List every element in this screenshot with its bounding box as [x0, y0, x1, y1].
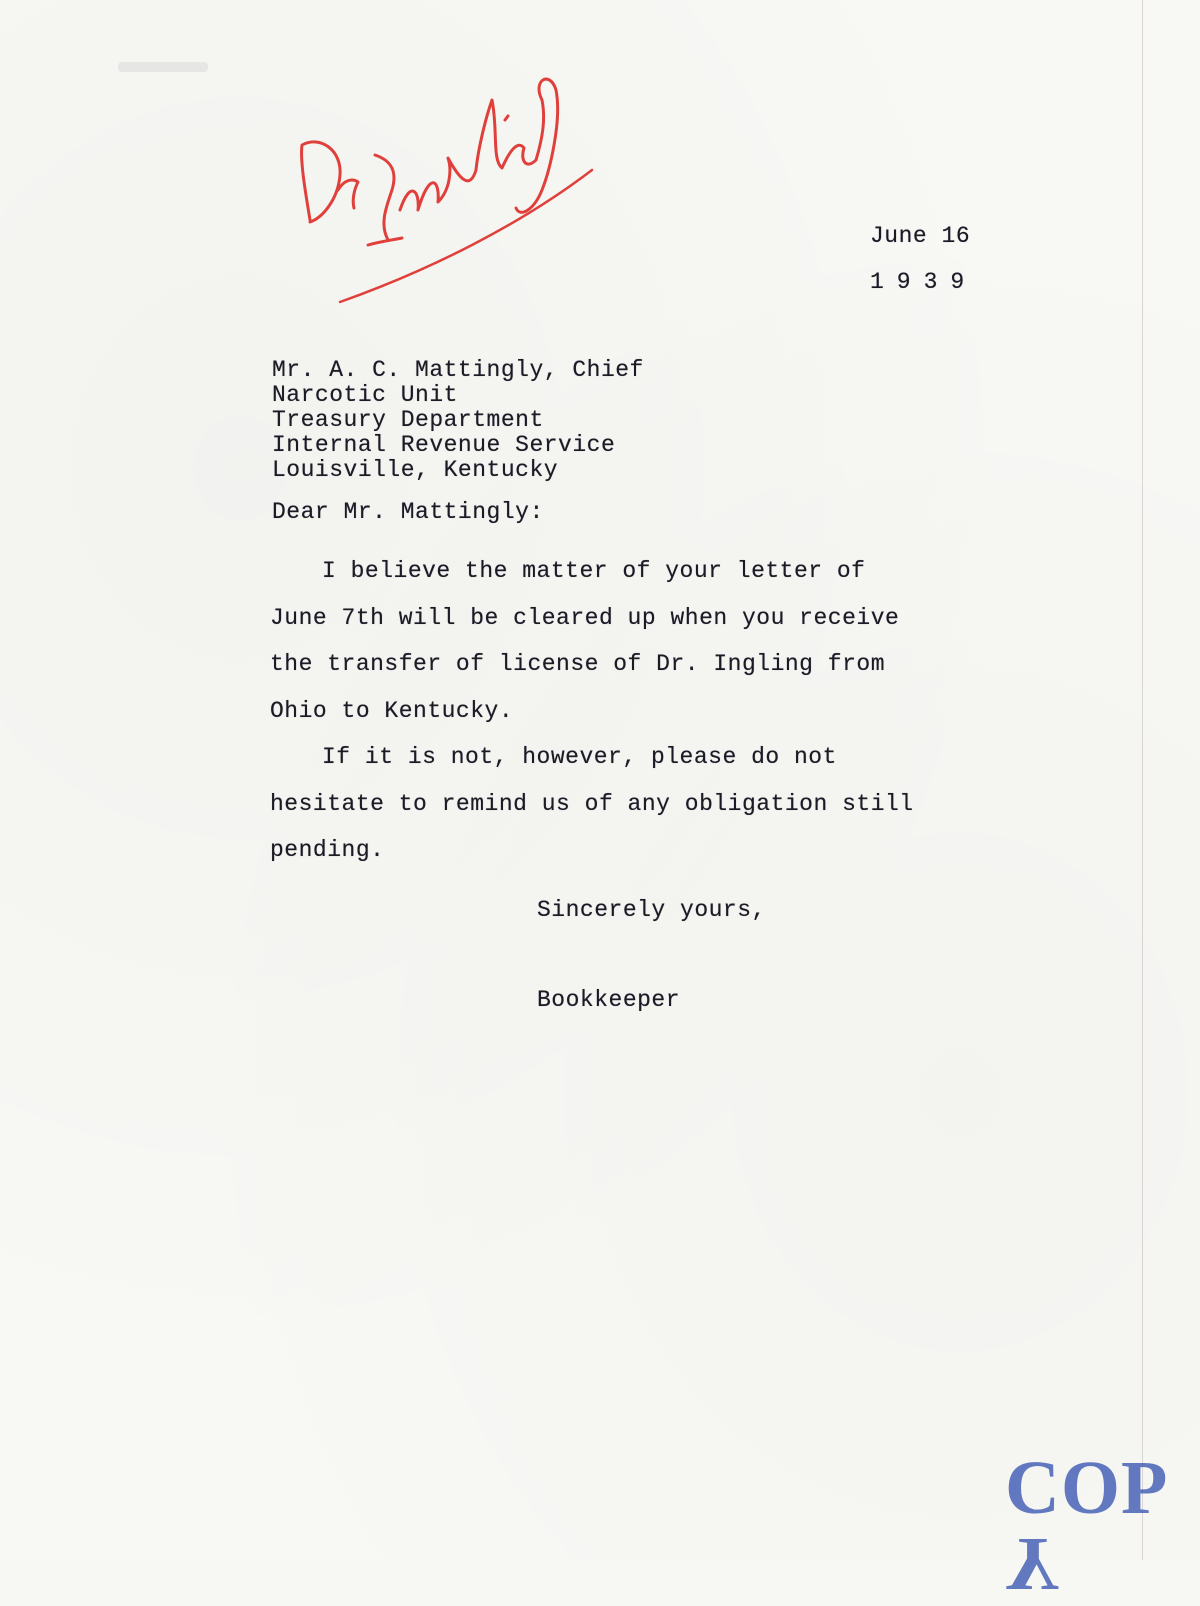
signature: Bookkeeper — [537, 987, 681, 1013]
margin-rule — [1142, 0, 1143, 1560]
body-line: June 7th will be cleared up when you receive — [270, 604, 900, 631]
faint-mark — [118, 62, 208, 72]
recipient-line: Louisville, Kentucky — [272, 457, 559, 483]
salutation: Dear Mr. Mattingly: — [272, 499, 544, 525]
body-line: pending. — [270, 837, 385, 863]
closing: Sincerely yours, — [537, 897, 766, 923]
body-line: If it is not, however, please do not — [322, 744, 837, 770]
date-year: 1939 — [870, 269, 978, 295]
recipient-address — [272, 358, 644, 483]
body-line: Ohio to Kentucky. — [270, 697, 514, 724]
stamp-letter-flipped: Y — [1005, 1522, 1061, 1606]
annotation-drawing — [280, 40, 610, 320]
recipient-line: Treasury Department — [272, 407, 544, 433]
recipient-line: Narcotic Unit — [272, 382, 458, 408]
handwritten-annotation — [280, 40, 610, 320]
body-line: hesitate to remind us of any obligation still — [270, 790, 914, 817]
recipient-line: Mr. A. C. Mattingly, Chief — [272, 357, 644, 383]
letter-body — [270, 548, 930, 874]
body-line: I believe the matter of your letter of — [322, 558, 866, 584]
date-month-day: June 16 — [870, 223, 971, 249]
body-line: the transfer of license of Dr. Ingling from — [270, 651, 885, 677]
recipient-line: Internal Revenue Service — [272, 432, 616, 458]
stamp-letters: COP — [1005, 1446, 1169, 1530]
copy-stamp — [1005, 1446, 1200, 1606]
